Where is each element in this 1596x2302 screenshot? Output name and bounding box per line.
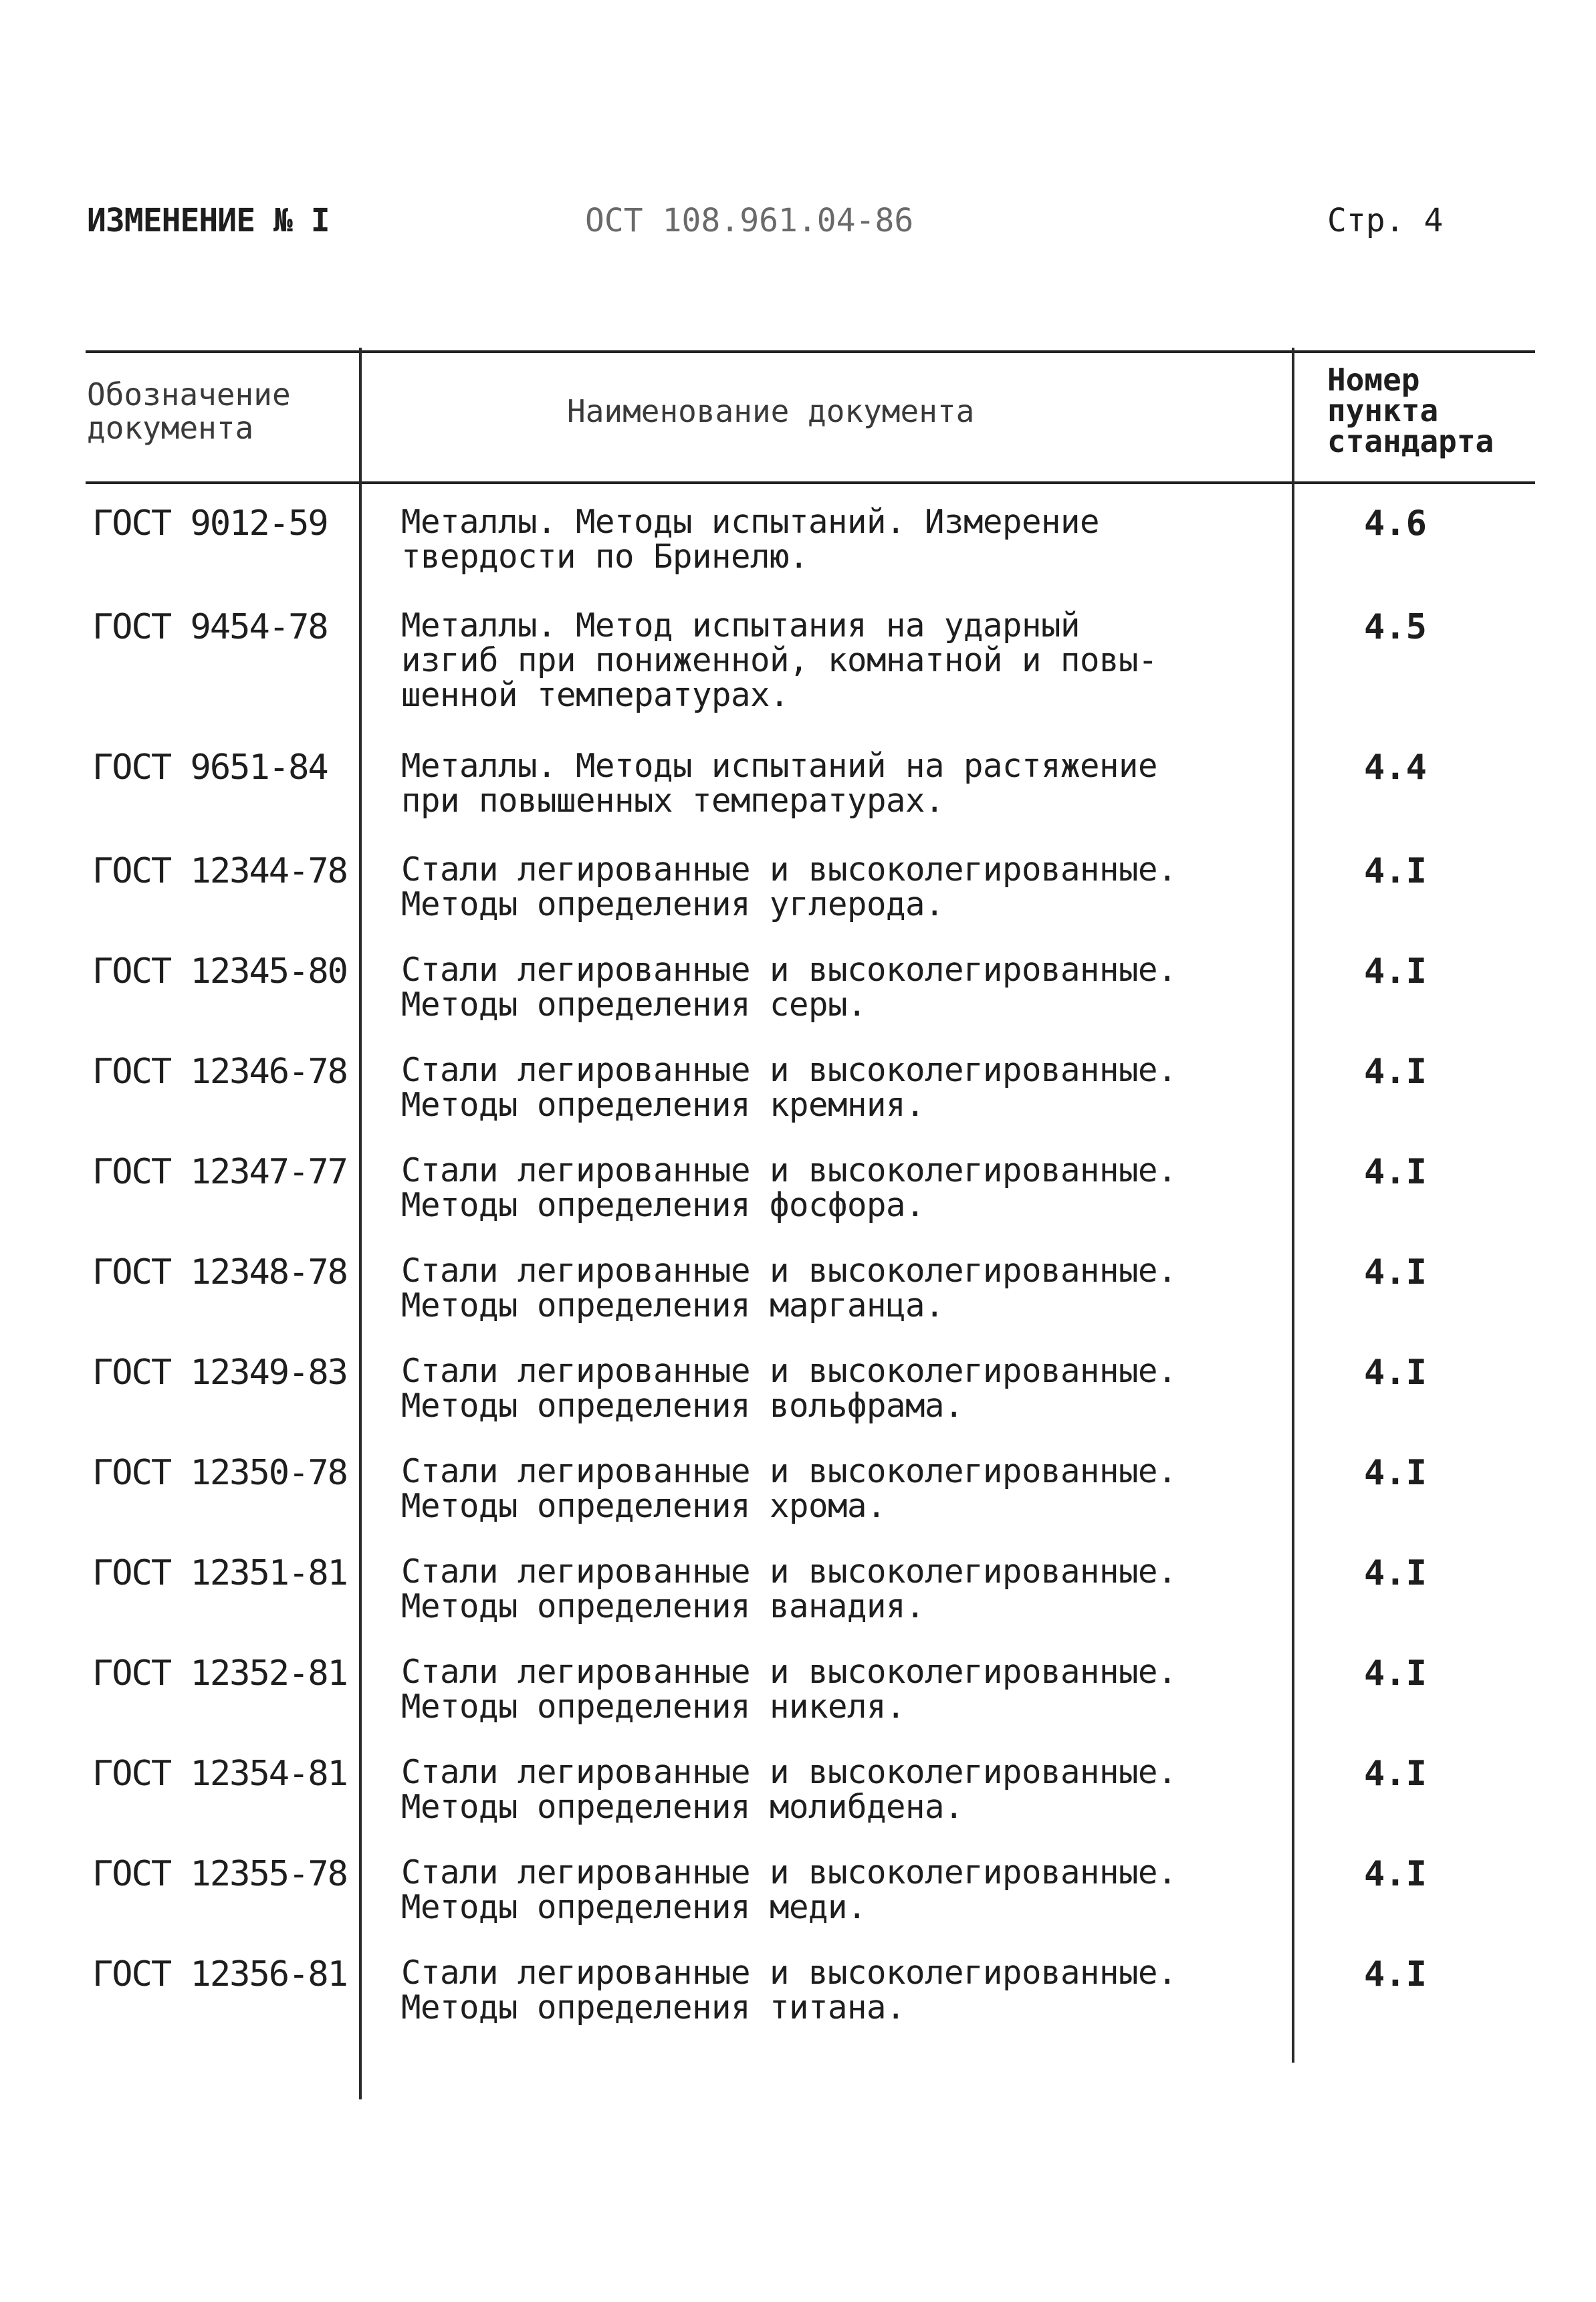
document-code: ГОСТ 9454-78 xyxy=(92,607,328,647)
title-line: Металлы. Метод испытания на ударный xyxy=(401,606,1080,645)
title-line: Методы определения хрома. xyxy=(401,1487,887,1525)
standard-point: 4.I xyxy=(1364,1653,1427,1694)
table-top-rule xyxy=(86,350,1535,353)
document-code: ГОСТ 12354-81 xyxy=(92,1754,347,1794)
title-line: Методы определения фосфора. xyxy=(401,1186,925,1224)
title-line: Стали легированные и высоколегированные. xyxy=(401,1552,1177,1591)
title-line: изгиб при пониженной, комнатной и повы- xyxy=(401,641,1158,679)
title-line: Стали легированные и высоколегированные. xyxy=(401,1954,1177,1992)
title-line: Методы определения марганца. xyxy=(401,1286,945,1325)
title-line: Стали легированные и высоколегированные. xyxy=(401,1853,1177,1891)
table-row xyxy=(0,1855,1596,1949)
standard-point: 4.4 xyxy=(1364,747,1427,788)
standard-point: 4.6 xyxy=(1364,503,1427,544)
document-code: ГОСТ 12348-78 xyxy=(92,1252,347,1292)
title-line: Методы определения молибдена. xyxy=(401,1788,964,1826)
document-code: ГОСТ 12356-81 xyxy=(92,1954,347,1994)
document-title xyxy=(401,505,1099,574)
document-title xyxy=(401,1454,1177,1524)
table-row xyxy=(0,606,1596,714)
standard-point: 4.I xyxy=(1364,1052,1427,1092)
title-line: Методы определения титана. xyxy=(401,1988,906,2027)
title-line: Методы определения углерода. xyxy=(401,885,945,923)
title-line: Стали легированные и высоколегированные. xyxy=(401,1753,1177,1791)
standard-designation: ОСТ 108.961.04-86 xyxy=(585,202,914,239)
title-line: Методы определения вольфрама. xyxy=(401,1387,964,1425)
title-line: Стали легированные и высоколегированные. xyxy=(401,1352,1177,1390)
change-number: ИЗМЕНЕНИЕ № I xyxy=(87,202,330,239)
document-code: ГОСТ 12352-81 xyxy=(92,1653,347,1694)
document-code: ГОСТ 9651-84 xyxy=(92,747,328,788)
page-number: Стр. 4 xyxy=(1327,202,1444,239)
standard-point: 4.5 xyxy=(1364,607,1427,647)
document-title xyxy=(401,749,1157,818)
column-header-point xyxy=(1327,364,1494,457)
title-line: Стали легированные и высоколегированные. xyxy=(401,850,1177,889)
table-row xyxy=(0,1552,1596,1648)
standard-point: 4.I xyxy=(1364,951,1427,992)
standard-point: 4.I xyxy=(1364,1854,1427,1894)
document-title xyxy=(401,1053,1177,1123)
title-line: Стали легированные и высоколегированные. xyxy=(401,1252,1177,1290)
table-row xyxy=(0,505,1596,598)
document-title xyxy=(401,1254,1177,1323)
title-line: Стали легированные и высоколегированные. xyxy=(401,1452,1177,1490)
title-line: твердости по Бринелю. xyxy=(401,538,809,576)
title-line: Методы определения серы. xyxy=(401,986,867,1024)
table-row xyxy=(0,1755,1596,1849)
standard-point: 4.I xyxy=(1364,1754,1427,1794)
column-header-designation-text: Обозначение документа xyxy=(87,376,291,446)
document-code: ГОСТ 12350-78 xyxy=(92,1453,347,1493)
standard-point: 4.I xyxy=(1364,1453,1427,1493)
document-code: ГОСТ 12346-78 xyxy=(92,1052,347,1092)
column-header-designation xyxy=(87,378,291,445)
table-row xyxy=(0,1655,1596,1748)
column-header-point-text: Номер пункта стандарта xyxy=(1327,362,1494,459)
standard-point: 4.I xyxy=(1364,1252,1427,1292)
title-line: Стали легированные и высоколегированные. xyxy=(401,1653,1177,1691)
table-row xyxy=(0,749,1596,842)
document-code: ГОСТ 12355-78 xyxy=(92,1854,347,1894)
document-title xyxy=(401,953,1177,1022)
table-row xyxy=(0,1956,1596,2049)
title-line: Методы определения никеля. xyxy=(401,1688,906,1726)
title-line: Стали легированные и высоколегированные. xyxy=(401,1151,1177,1189)
standard-point: 4.I xyxy=(1364,1954,1427,1994)
title-line: Методы определения ванадия. xyxy=(401,1587,925,1625)
document-title xyxy=(401,1956,1177,2025)
table-row xyxy=(0,1254,1596,1347)
title-line: Металлы. Методы испытаний. Измерение xyxy=(401,503,1100,541)
title-line: при повышенных температурах. xyxy=(401,782,945,820)
table-row xyxy=(0,1454,1596,1548)
document-code: ГОСТ 12345-80 xyxy=(92,951,347,992)
document-title xyxy=(401,608,1157,713)
table-header-rule xyxy=(86,481,1535,484)
document-code: ГОСТ 12351-81 xyxy=(92,1553,347,1593)
document-title xyxy=(401,852,1177,922)
title-line: Стали легированные и высоколегированные. xyxy=(401,1051,1177,1089)
standard-point: 4.I xyxy=(1364,1353,1427,1393)
document-code: ГОСТ 12347-77 xyxy=(92,1152,347,1192)
title-line: Металлы. Методы испытаний на растяжение xyxy=(401,747,1158,785)
title-line: Методы определения кремния. xyxy=(401,1086,925,1124)
table-row xyxy=(0,953,1596,1046)
standard-point: 4.I xyxy=(1364,1553,1427,1593)
table-row xyxy=(0,1354,1596,1448)
document-code: ГОСТ 9012-59 xyxy=(92,503,328,544)
document-title xyxy=(401,1855,1177,1925)
title-line: Методы определения меди. xyxy=(401,1888,867,1926)
table-row xyxy=(0,852,1596,946)
document-title xyxy=(401,1655,1177,1724)
column-header-name xyxy=(567,394,974,428)
title-line: шенной температурах. xyxy=(401,676,790,714)
document-title xyxy=(401,1552,1177,1625)
document-code: ГОСТ 12349-83 xyxy=(92,1353,347,1393)
document-title xyxy=(401,1153,1177,1223)
document-code: ГОСТ 12344-78 xyxy=(92,851,347,891)
document-title xyxy=(401,1755,1177,1825)
title-line: Стали легированные и высоколегированные. xyxy=(401,951,1177,989)
table-row xyxy=(0,1153,1596,1247)
standard-point: 4.I xyxy=(1364,1152,1427,1192)
document-title xyxy=(401,1354,1177,1423)
table-row xyxy=(0,1053,1596,1147)
standard-point: 4.I xyxy=(1364,851,1427,891)
column-header-name-text: Наименование документа xyxy=(567,393,975,429)
